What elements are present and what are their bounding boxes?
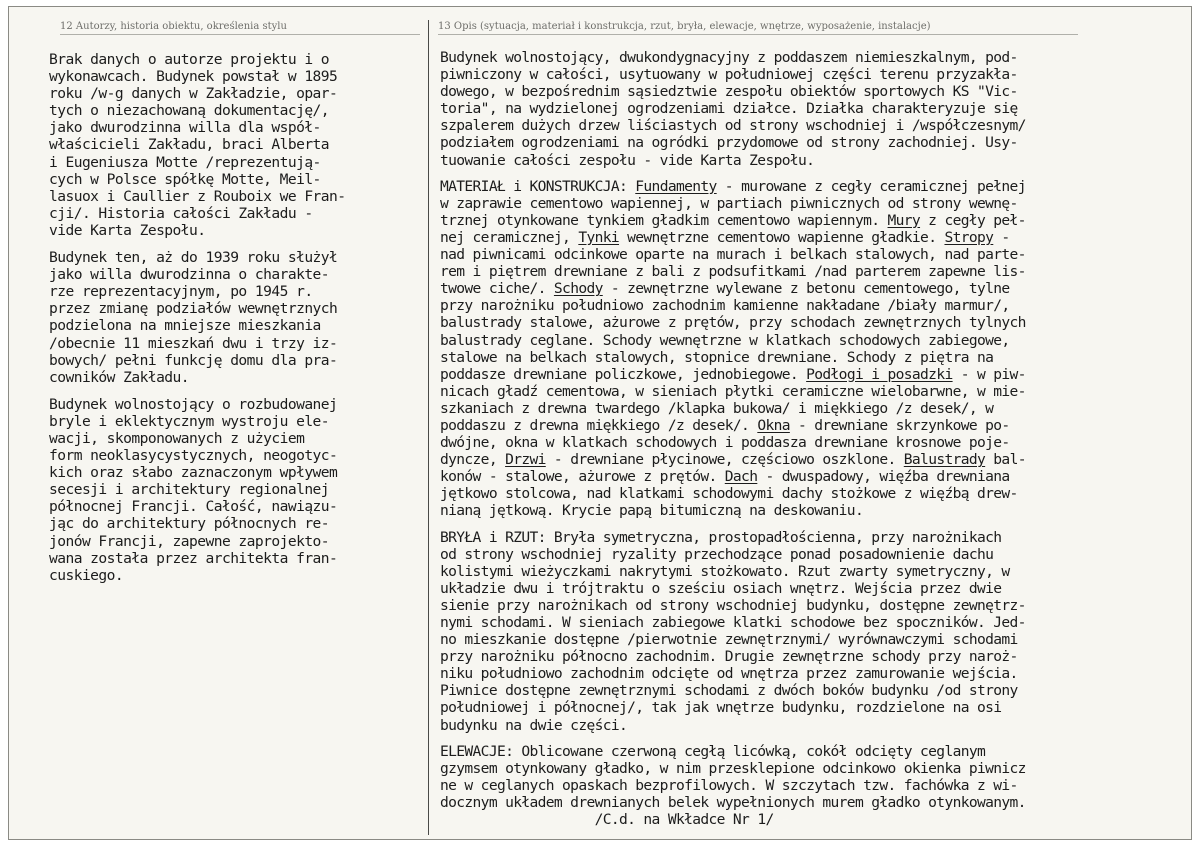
text-line: Budynek wolnostojący o rozbudowanej bbox=[49, 395, 338, 413]
text-line: południowej i północnej/, tak jak wnętrze budynku, rozdzielone na osi bbox=[440, 699, 1002, 717]
text-line: przy narożniku południowo zachodnim kamienne nakładane /biały marmur/, bbox=[440, 297, 1010, 315]
text-line: nej ceramicznej, Tynki wewnętrzne cementowo wapienne gładkie. Stropy - bbox=[440, 228, 1010, 246]
text-line: jąc do architektury północnych re- bbox=[49, 515, 330, 533]
text-line: przez zmianę podziałów wewnętrznych bbox=[49, 300, 338, 318]
text-line: Budynek ten, aż do 1939 roku służył bbox=[49, 249, 338, 267]
text-line: ne w ceglanych opaskach bezprofilowych. W szczytach tzw. fachówka z wi- bbox=[440, 776, 1018, 794]
text-line: nymi schodami. W sieniach zabiegowe klatki schodowe bez spoczników. Jed- bbox=[440, 614, 1026, 631]
text-line: bryle i eklektycznym wystroju ele- bbox=[49, 412, 330, 430]
section-material-construction bbox=[440, 178, 1186, 520]
term-mury: Mury bbox=[887, 211, 921, 229]
text-line: poddaszu z drewna miękkiego /z desek/. Okna - drewniane skrzynkowe po- bbox=[440, 416, 1010, 434]
text-line: cuskiego. bbox=[49, 566, 124, 584]
text-line: BRYŁA i RZUT: Bryła symetryczna, prostopadłościenna, przy narożnikach bbox=[440, 528, 1002, 546]
term-fundamenty: Fundamenty bbox=[635, 177, 717, 195]
text-line: od strony wschodniej ryzality przechodzące ponad posadownienie dachu bbox=[440, 545, 994, 563]
text-line: jako willa dwurodzinna o charakte- bbox=[49, 266, 330, 284]
text-line: układzie dwu i trójtraktu o sześciu osiach wnętrz. Wejścia przez dwie bbox=[440, 579, 1002, 597]
text-line: piwniczony w całości, usytuowany w południowej części terenu przyzakła- bbox=[440, 66, 1018, 84]
text-line: roku /w-g danych w Zakładzie, opar- bbox=[49, 85, 338, 103]
text-line: wacji, skomponowanych z użyciem bbox=[49, 429, 305, 447]
text-line: nianą jętkową. Krycie papą bitumiczną na deskowaniu. bbox=[440, 502, 864, 520]
text-line: Brak danych o autorze projektu i o bbox=[49, 51, 330, 68]
text-line: kolistymi wieżyczkami nakrytymi stożkowato. Rzut zwarty symetryczny, w bbox=[440, 562, 1010, 580]
term-balustrady: Balustrady bbox=[903, 451, 986, 469]
text-line: secesji i architektury regionalnej bbox=[49, 481, 330, 499]
term-dach: Dach bbox=[724, 468, 758, 486]
text-line: lasuox i Caullier z Rouboix we Fran- bbox=[49, 187, 346, 205]
term-schody: Schody bbox=[553, 280, 603, 298]
term-podlogi: Podłogi i posadzki bbox=[806, 365, 953, 383]
continuation-note: /C.d. na Wkładce Nr 1/ bbox=[594, 811, 774, 829]
text-line: MATERIAŁ i KONSTRUKCJA: Fundamenty - murowane z cegły ceramicznej pełnej bbox=[440, 177, 1026, 195]
text-line: jonów Francji, zapewne zaprojekto- bbox=[49, 532, 330, 550]
text-line: szkaniach z drewna twardego /klapka bukowa/ i miękkiego /z desek/, w bbox=[440, 399, 994, 417]
text-line: jętkowo stolcowa, nad klatkami schodowymi dachy stożkowe z więźbą drew- bbox=[440, 485, 1018, 503]
text-line: podziałem ogrodzeniami na ogródki przydomowe od strony zachodniej. Usy- bbox=[440, 134, 1018, 152]
text-line: rem i piętrem drewniane z bali z podsufitkami /nad parterem zapewne lis- bbox=[440, 263, 1026, 281]
text-line: jako dwurodzinna willa dla współ- bbox=[49, 119, 321, 137]
text-line: dyncze, Drzwi - drewniane płycinowe, częściowo oszklone. Balustrady bal- bbox=[440, 451, 1026, 469]
text-line: w zaprawie cementowo wapiennej, w partiach piwnicznych od strony wewnę- bbox=[440, 194, 1018, 212]
text-line: no mieszkanie dostępne /pierwotnie zewnętrznymi/ wyrównawczymi schodami bbox=[440, 631, 1018, 649]
text-line: właścicieli Zakładu, braci Alberta bbox=[49, 136, 330, 154]
column-divider bbox=[428, 20, 429, 835]
section-massing-plan bbox=[440, 529, 1186, 734]
text-line: kich oraz słabo zaznaczonym wpływem bbox=[49, 464, 338, 482]
text-line: dowego, w bezpośrednim sąsiedztwie zespołu obiektów sportowych KS "Vic- bbox=[440, 83, 1018, 101]
text-line: poddasze drewniane policzkowe, jednobiegowe. Podłogi i posadzki - w piw- bbox=[440, 365, 1026, 383]
field-label-description: 13 Opis (sytuacja, materiał i konstrukcja, rzut, bryła, elewacje, wnętrze, wyposażenie, instalacje) bbox=[438, 20, 1078, 35]
text-line: dwójne, okna w klatkach schodowych i poddasza drewniane krosnowe poje- bbox=[440, 434, 1010, 452]
text-line: /obecnie 11 mieszkań dwu i trzy iz- bbox=[49, 334, 338, 352]
text-line: cowników Zakładu. bbox=[49, 368, 190, 386]
term-tynki: Tynki bbox=[578, 228, 620, 246]
text-line: Piwnice dostępne zewnętrznymi schodami z dwóch boków budynku /od strony bbox=[440, 682, 1018, 700]
text-line: nicach gładź cementowa, w sieniach płytki ceramiczne wielobarwne, w mie- bbox=[440, 382, 1026, 400]
text-line: form neoklasycystycznych, neogotyc- bbox=[49, 447, 338, 465]
history-paragraph-style bbox=[49, 396, 423, 584]
text-line: tuowanie całości zespołu - vide Karta Zespołu. bbox=[440, 151, 815, 169]
text-line: bowych/ pełni funkcję domu dla pra- bbox=[49, 351, 338, 369]
text-line: wana została przez architekta fran- bbox=[49, 549, 338, 567]
text-line: docznym układem drewnianych belek wypełnionych murem gładko otynkowanym. bbox=[440, 793, 1026, 811]
text-line: balustrady stalowe, ażurowe z prętów, przy schodach zewnętrznych tylnych bbox=[440, 314, 1026, 332]
text-line: tych o niezachowaną dokumentację/, bbox=[49, 102, 330, 120]
text-line: przy narożniku północno zachodnim. Drugie zewnętrzne schody przy naroż- bbox=[440, 648, 1018, 666]
term-stropy: Stropy bbox=[944, 228, 994, 246]
history-paragraph-function bbox=[49, 249, 423, 386]
text-line: sienie przy narożnikach od strony wschodniej budynku, dostępne zewnętrz- bbox=[440, 596, 1026, 614]
description-column bbox=[440, 49, 1186, 828]
text-line: podzielona na mniejsze mieszkania bbox=[49, 317, 321, 335]
text-line: nad piwnicami odcinkowe oparte na murach i belkach stalowych, nad parte- bbox=[440, 246, 1026, 264]
text-line: i Eugeniusza Motte /reprezentują- bbox=[49, 153, 321, 171]
field-label-authors-history: 12 Autorzy, historia obiektu, określenia stylu bbox=[60, 20, 420, 35]
text-line: trznej otynkowane tynkiem gładkim cementowo wapiennym. Mury z cegły peł- bbox=[440, 211, 1026, 229]
text-line: niku południowo zachodnim odcięte od wnętrza przez zamurowanie wejścia. bbox=[440, 665, 1018, 683]
text-line: gzymsem otynkowany gładko, w nim przesklepione odcinkowo okienka piwnicz bbox=[440, 759, 1026, 777]
text-line: ELEWACJE: Oblicowane czerwoną cegłą licówką, cokół odcięty ceglanym bbox=[440, 742, 986, 760]
text-line: balustrady ceglane. Schody wewnętrzne w klatkach schodowych zabiegowe, bbox=[440, 331, 1010, 349]
text-line: cji/. Historia całości Zakładu - bbox=[49, 204, 313, 222]
text-line: północnej Francji. Całość, nawiązu- bbox=[49, 498, 338, 516]
text-line: Budynek wolnostojący, dwukondygnacyjny z poddaszem niemieszkalnym, pod- bbox=[440, 49, 1018, 66]
text-line: szpalerem dużych drzew liściastych od strony wschodniej i /współczesnym/ bbox=[440, 117, 1026, 135]
text-line: vide Karta Zespołu. bbox=[49, 221, 206, 239]
history-paragraph-authors bbox=[49, 51, 423, 239]
text-line: budynku na dwie części. bbox=[440, 716, 628, 734]
history-column bbox=[49, 51, 423, 584]
text-line: twowe ciche/. Schody - zewnętrzne wylewane z betonu cementowego, tylne bbox=[440, 280, 1010, 298]
term-drzwi: Drzwi bbox=[505, 451, 546, 469]
text-line: toria", na wydzielonej ogrodzeniami działce. Działka charakteryzuje się bbox=[440, 100, 1018, 118]
text-line: konów - stalowe, ażurowe z prętów. Dach - dwuspadowy, więźba drewniana bbox=[440, 468, 1010, 486]
section-situation bbox=[440, 49, 1186, 169]
text-line: cych w Polsce spółkę Motte, Meil- bbox=[49, 170, 321, 188]
text-line: rze reprezentacyjnym, po 1945 r. bbox=[49, 283, 313, 301]
term-okna: Okna bbox=[757, 416, 790, 434]
text-line: wykonawcach. Budynek powstał w 1895 bbox=[49, 68, 338, 86]
text-line: stalowe na belkach stalowych, stopnice drewniane. Schody z piętra na bbox=[440, 348, 994, 366]
section-elevations bbox=[440, 743, 1186, 828]
